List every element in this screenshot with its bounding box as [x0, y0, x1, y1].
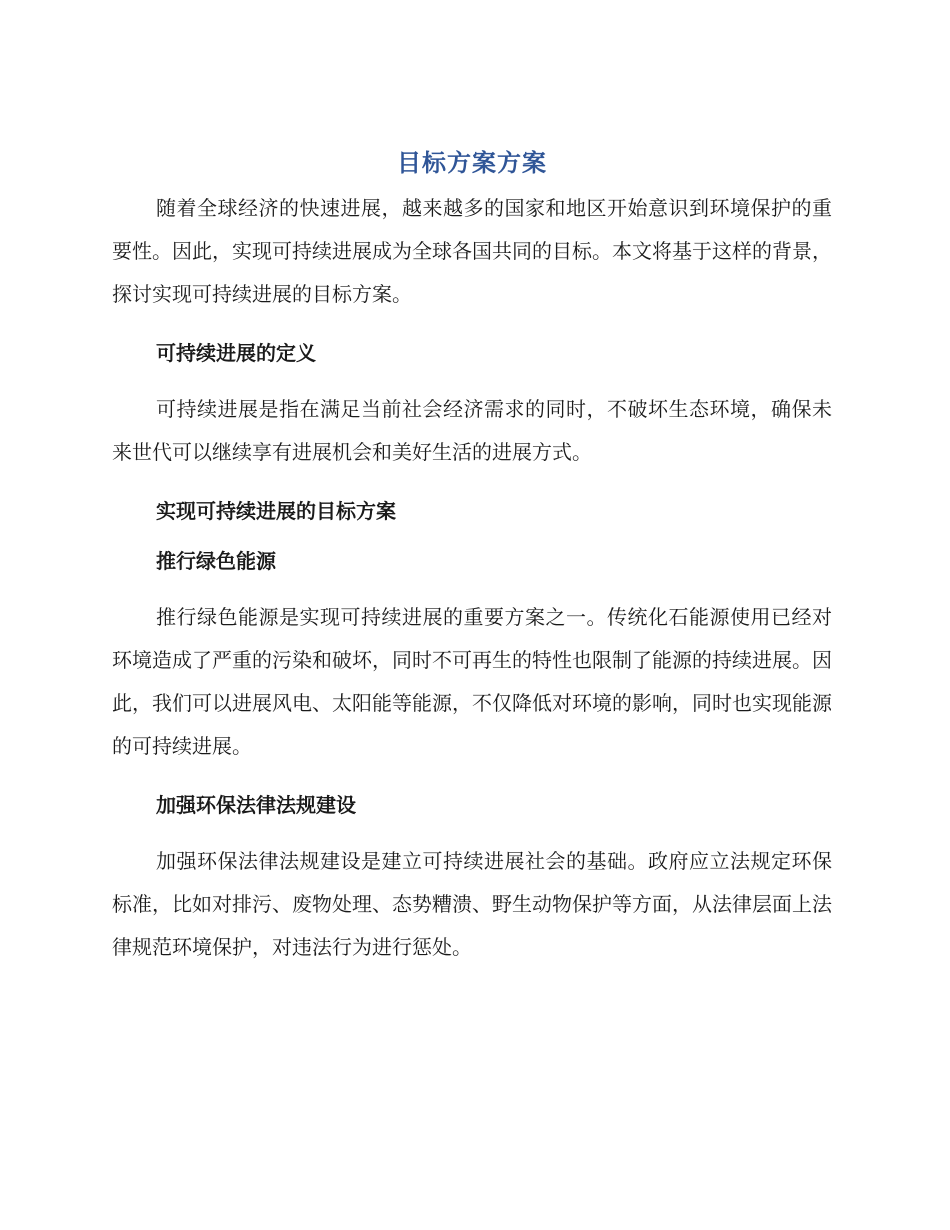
document-title: 目标方案方案	[397, 149, 547, 177]
legislation-paragraph: 加强环保法律法规建设是建立可持续进展社会的基础。政府应立法规定环保标准，比如对排污、废物处理、态势糟溃、野生动物保护等方面，从法律层面上法律规范环境保护，对违法行为进行惩处。	[112, 849, 832, 959]
section-heading-green-energy: 推行绿色能源	[156, 549, 276, 573]
section-heading-goals: 实现可持续进展的目标方案	[156, 499, 396, 523]
section-heading-definition: 可持续进展的定义	[156, 341, 316, 365]
green-energy-paragraph: 推行绿色能源是实现可持续进展的重要方案之一。传统化石能源使用已经对环境造成了严重的污染和破坏，同时不可再生的特性也限制了能源的持续进展。因此，我们可以进展风电、太阳能等能源，不仅降低对环境的影响，同时也实现能源的可持续进展。	[112, 605, 832, 758]
intro-paragraph: 随着全球经济的快速进展，越来越多的国家和地区开始意识到环境保护的重要性。因此，实现可持续进展成为全球各国共同的目标。本文将基于这样的背景，探讨实现可持续进展的目标方案。	[112, 196, 832, 306]
definition-paragraph: 可持续进展是指在满足当前社会经济需求的同时，不破坏生态环境，确保未来世代可以继续享有进展机会和美好生活的进展方式。	[112, 397, 832, 464]
document-page	[112, 145, 832, 969]
section-heading-legislation: 加强环保法律法规建设	[156, 793, 356, 817]
